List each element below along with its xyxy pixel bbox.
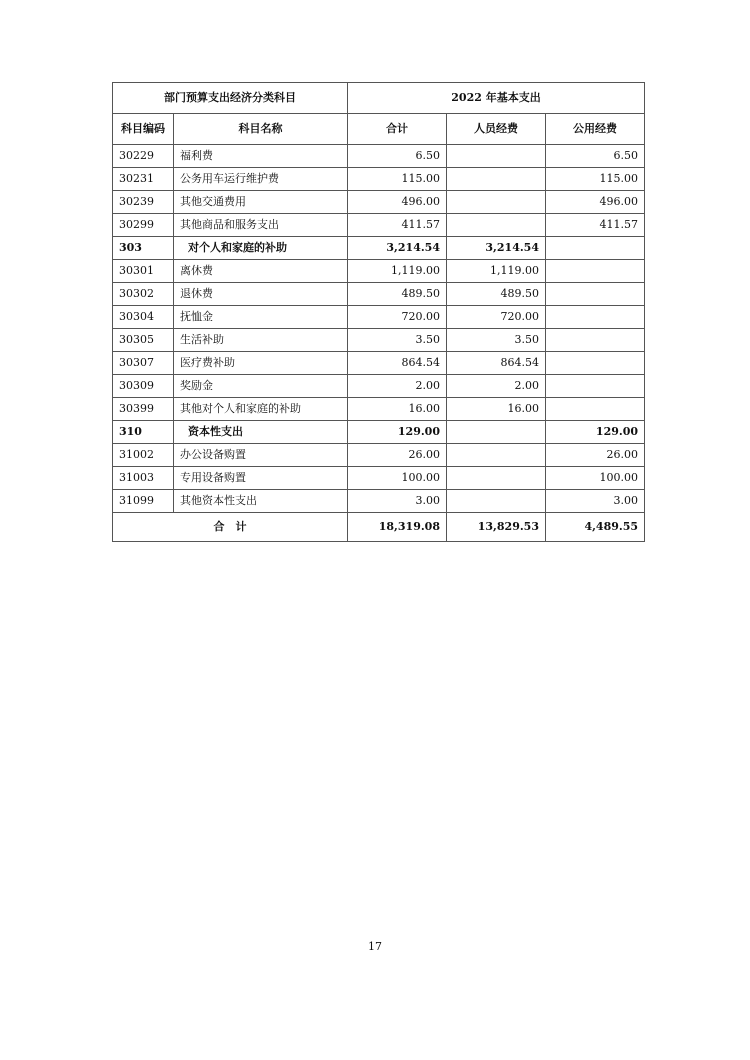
cell-public [546,260,645,283]
column-header-total: 合计 [348,114,447,145]
cell-personnel [447,490,546,513]
page-number: 17 [368,940,382,953]
total-personnel: 13,829.53 [447,513,546,542]
cell-public: 411.57 [546,214,645,237]
budget-table [112,82,645,542]
cell-code: 30304 [113,306,174,329]
cell-public: 496.00 [546,191,645,214]
cell-public: 100.00 [546,467,645,490]
cell-personnel [447,421,546,444]
cell-public [546,398,645,421]
table-row [113,375,645,398]
total-label: 合 计 [113,513,348,542]
cell-personnel: 16.00 [447,398,546,421]
total-sum: 18,319.08 [348,513,447,542]
cell-total: 16.00 [348,398,447,421]
cell-code: 31099 [113,490,174,513]
cell-public: 6.50 [546,145,645,168]
cell-code: 31003 [113,467,174,490]
cell-personnel [447,214,546,237]
table-body [113,145,645,513]
cell-total: 720.00 [348,306,447,329]
table-row [113,191,645,214]
cell-name: 其他商品和服务支出 [174,214,348,237]
cell-public [546,306,645,329]
cell-name: 其他对个人和家庭的补助 [174,398,348,421]
table-row [113,283,645,306]
column-header-personnel: 人员经费 [447,114,546,145]
cell-total: 26.00 [348,444,447,467]
cell-total: 411.57 [348,214,447,237]
cell-public [546,329,645,352]
table-row [113,467,645,490]
table-row [113,352,645,375]
cell-personnel [447,145,546,168]
cell-name: 福利费 [174,145,348,168]
cell-name: 其他交通费用 [174,191,348,214]
table-row [113,398,645,421]
cell-total: 2.00 [348,375,447,398]
total-row [113,513,645,542]
cell-code: 30305 [113,329,174,352]
cell-total: 115.00 [348,168,447,191]
cell-name: 奖励金 [174,375,348,398]
column-header-name: 科目名称 [174,114,348,145]
table-row [113,329,645,352]
cell-code: 30399 [113,398,174,421]
cell-personnel [447,168,546,191]
table-row [113,306,645,329]
cell-code: 30307 [113,352,174,375]
column-header-public: 公用经费 [546,114,645,145]
cell-public: 115.00 [546,168,645,191]
cell-code: 30239 [113,191,174,214]
table-row [113,421,645,444]
cell-code: 30309 [113,375,174,398]
column-header-code: 科目编码 [113,114,174,145]
cell-personnel: 3,214.54 [447,237,546,260]
cell-personnel [447,444,546,467]
cell-public [546,375,645,398]
header-economic-classification: 部门预算支出经济分类科目 [113,83,348,114]
header-row-top [113,83,645,114]
cell-public [546,237,645,260]
cell-personnel: 720.00 [447,306,546,329]
cell-code: 30231 [113,168,174,191]
cell-total: 6.50 [348,145,447,168]
cell-code: 31002 [113,444,174,467]
cell-total: 3,214.54 [348,237,447,260]
header-row-columns [113,114,645,145]
cell-personnel [447,191,546,214]
cell-name: 公务用车运行维护费 [174,168,348,191]
table-row [113,237,645,260]
cell-name: 医疗费补助 [174,352,348,375]
cell-personnel: 1,119.00 [447,260,546,283]
cell-total: 100.00 [348,467,447,490]
cell-name: 资本性支出 [174,421,348,444]
table-row [113,490,645,513]
cell-code: 30301 [113,260,174,283]
cell-public [546,352,645,375]
cell-total: 496.00 [348,191,447,214]
cell-total: 129.00 [348,421,447,444]
cell-total: 1,119.00 [348,260,447,283]
cell-code: 310 [113,421,174,444]
cell-code: 30299 [113,214,174,237]
cell-name: 对个人和家庭的补助 [174,237,348,260]
cell-total: 3.00 [348,490,447,513]
cell-code: 30302 [113,283,174,306]
header-basic-expenditure: 2022 年基本支出 [348,83,645,114]
cell-code: 30229 [113,145,174,168]
cell-name: 生活补助 [174,329,348,352]
cell-personnel: 2.00 [447,375,546,398]
cell-public [546,283,645,306]
cell-public: 129.00 [546,421,645,444]
table-row [113,145,645,168]
cell-name: 办公设备购置 [174,444,348,467]
cell-name: 离休费 [174,260,348,283]
cell-name: 专用设备购置 [174,467,348,490]
cell-personnel: 489.50 [447,283,546,306]
cell-public: 3.00 [546,490,645,513]
cell-name: 抚恤金 [174,306,348,329]
total-public: 4,489.55 [546,513,645,542]
cell-total: 864.54 [348,352,447,375]
table-row [113,260,645,283]
cell-personnel: 864.54 [447,352,546,375]
cell-name: 其他资本性支出 [174,490,348,513]
cell-total: 3.50 [348,329,447,352]
table-row [113,444,645,467]
table-row [113,214,645,237]
cell-name: 退休费 [174,283,348,306]
table-row [113,168,645,191]
cell-personnel [447,467,546,490]
cell-public: 26.00 [546,444,645,467]
cell-code: 303 [113,237,174,260]
cell-personnel: 3.50 [447,329,546,352]
cell-total: 489.50 [348,283,447,306]
